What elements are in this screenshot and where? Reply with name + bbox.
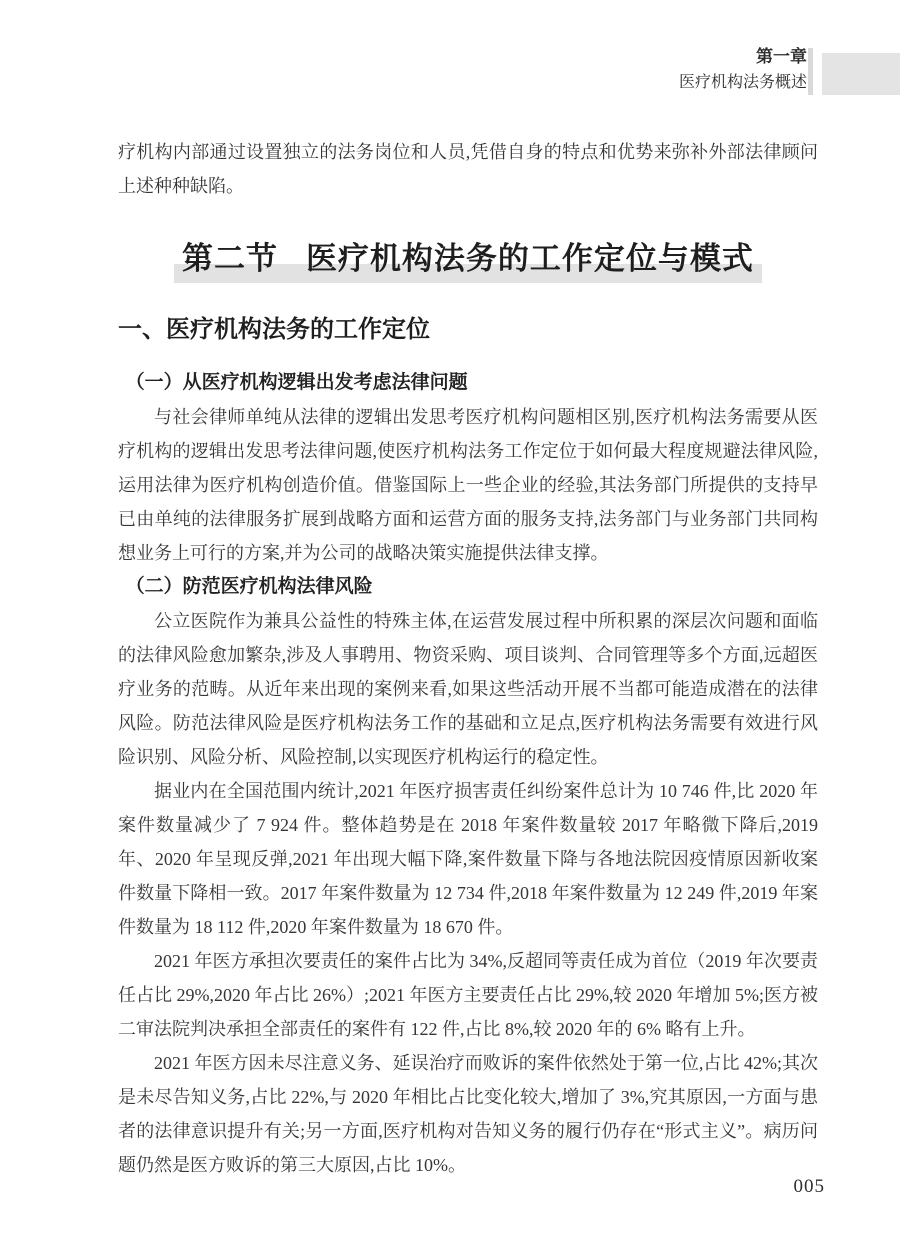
- paragraph-work-positioning: 与社会律师单纯从法律的逻辑出发思考医疗机构问题相区别,医疗机构法务需要从医疗机构的逻辑出发思考法律问题,使医疗机构法务工作定位于如何最大程度规避法律风险,运用法律为医疗机构创造价值。借鉴国际上一些企业的经验,其法务部门所提供的支持早已由单纯的法律服务扩展到战略方面和运营方面的服务支持,法务部门与业务部门共同构想业务上可行的方案,并为公司的战略决策实施提供法律支撑。: [118, 407, 818, 563]
- section-number: 第二节: [182, 241, 279, 276]
- chapter-title: 医疗机构法务概述: [678, 74, 807, 91]
- paragraph-liability-ratios: 2021 年医方承担次要责任的案件占比为 34%,反超同等责任成为首位（2019 年次要责任占比 29%,2020 年占比 26%）;2021 年医方主要责任占比 29%,较 2020 年增加 5%;医方被二审法院判决承担全部责任的案件有 122 件,占比 8%,较 2020 年的 6% 略有上升。: [118, 951, 818, 1039]
- subsection-title: 一、医疗机构法务的工作定位: [118, 316, 430, 343]
- running-head: [679, 44, 807, 95]
- chapter-number: 第一章: [756, 47, 807, 66]
- heading-consider-legal-issues: （一）从医疗机构逻辑出发考虑法律问题: [125, 372, 468, 393]
- paragraph-losing-causes: 2021 年医方因未尽注意义务、延误治疗而败诉的案件依然处于第一位,占比 42%;其次是未尽告知义务,占比 22%,与 2020 年相比占比变化较大,增加了 3%,究其原因,一方面与患者的法律意识提升有关;另一方面,医疗机构对告知义务的履行仍存在“形式主义”。病历问题仍然是医方败诉的第三大原因,占比 10%。: [118, 1053, 818, 1175]
- section-title-highlight: [174, 233, 762, 283]
- page-content: [118, 135, 818, 1182]
- section-name: 医疗机构法务的工作定位与模式: [305, 241, 754, 276]
- paragraph-public-hospital-risk: 公立医院作为兼具公益性的特殊主体,在运营发展过程中所积累的深层次问题和面临的法律风险愈加繁杂,涉及人事聘用、物资采购、项目谈判、合同管理等多个方面,远超医疗业务的范畴。从近年来出现的案例来看,如果这些活动开展不当都可能造成潜在的法律风险。防范法律风险是医疗机构法务工作的基础和立足点,医疗机构法务需要有效进行风险识别、风险分析、风险控制,以实现医疗机构运行的稳定性。: [118, 611, 818, 767]
- header-divider-rule: [808, 48, 813, 95]
- paragraph-case-statistics: 据业内在全国范围内统计,2021 年医疗损害责任纠纷案件总计为 10 746 件,比 2020 年案件数量减少了 7 924 件。整体趋势是在 2018 年案件数量较 2017 年略微下降后,2019 年、2020 年呈现反弹,2021 年出现大幅下降,案件数量下降与各地法院因疫情原因新收案件数量下降相一致。2017 年案件数量为 12 734 件,2018 年案件数量为 12 249 件,2019 年案件数量为 18 112 件,2020 年案件数量为 18 670 件。: [118, 781, 818, 937]
- lead-paragraph: 疗机构内部通过设置独立的法务岗位和人员,凭借自身的特点和优势来弥补外部法律顾问上述种种缺陷。: [118, 142, 818, 196]
- page-number: 005: [793, 1176, 825, 1197]
- heading-prevent-legal-risk: （二）防范医疗机构法律风险: [125, 576, 373, 597]
- header-decoration-box: [822, 53, 900, 95]
- section-title: [118, 233, 818, 283]
